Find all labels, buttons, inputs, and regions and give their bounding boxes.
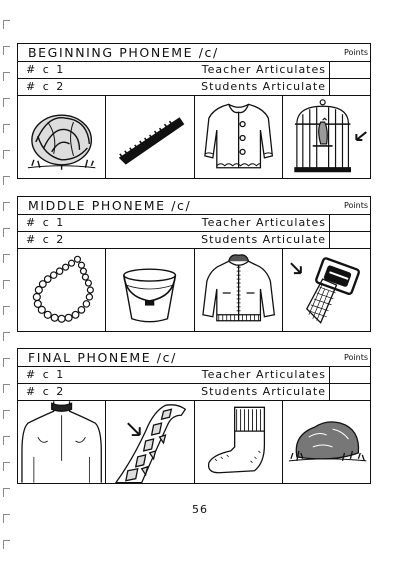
bird-cage-icon: [283, 96, 370, 178]
row-label: Teacher Articulates: [201, 216, 326, 229]
points-label: Points: [343, 201, 368, 210]
row-teacher-articulates: [18, 367, 370, 384]
section-header: [18, 349, 370, 367]
row-label: Teacher Articulates: [201, 368, 326, 381]
sock-icon: [195, 401, 283, 483]
coat-icon: [195, 96, 283, 178]
section-title: MIDDLE PHONEME /c/: [28, 198, 192, 213]
points-box[interactable]: [329, 232, 370, 248]
row-teacher-articulates: [18, 62, 370, 79]
row-label: Teacher Articulates: [201, 63, 326, 76]
row-number: # c 2: [26, 80, 66, 93]
section-final-phoneme: [17, 348, 371, 484]
buckle-icon: [283, 249, 370, 331]
cabbage-icon: [18, 96, 106, 178]
giraffe-neck-icon: [106, 401, 194, 483]
row-number: # c 2: [26, 233, 66, 246]
row-number: # c 1: [26, 216, 66, 229]
bucket-icon: [106, 249, 194, 331]
section-beginning-phoneme: [17, 43, 371, 179]
row-label: Students Articulate: [201, 385, 326, 398]
section-title: FINAL PHONEME /c/: [28, 350, 177, 365]
points-box[interactable]: [329, 367, 370, 383]
row-teacher-articulates: [18, 215, 370, 232]
section-header: [18, 197, 370, 215]
section-title: BEGINNING PHONEME /c/: [28, 45, 219, 60]
necklace-icon: [18, 249, 106, 331]
section-middle-phoneme: [17, 196, 371, 332]
section-header: [18, 44, 370, 62]
comb-icon: [106, 96, 194, 178]
row-students-articulate: [18, 232, 370, 249]
row-number: # c 2: [26, 385, 66, 398]
row-number: # c 1: [26, 368, 66, 381]
jacket-icon: [195, 249, 283, 331]
back-icon: [18, 401, 106, 483]
row-number: # c 1: [26, 63, 66, 76]
row-students-articulate: [18, 79, 370, 96]
rock-icon: [283, 401, 370, 483]
row-label: Students Articulate: [201, 80, 326, 93]
row-students-articulate: [18, 384, 370, 401]
row-label: Students Articulate: [201, 233, 326, 246]
picture-row: [18, 249, 370, 331]
spiral-binding: [0, 20, 12, 560]
points-box[interactable]: [329, 384, 370, 400]
points-label: Points: [343, 353, 368, 362]
page-number: 56: [192, 503, 208, 516]
points-box[interactable]: [329, 79, 370, 95]
points-box[interactable]: [329, 62, 370, 78]
picture-row: [18, 401, 370, 483]
points-box[interactable]: [329, 215, 370, 231]
points-label: Points: [343, 48, 368, 57]
picture-row: [18, 96, 370, 178]
